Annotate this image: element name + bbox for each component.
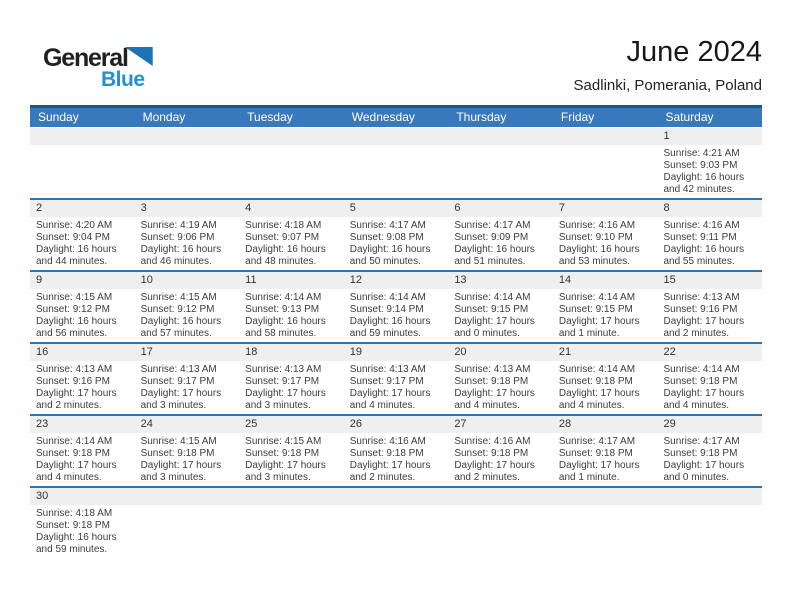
day-detail-line: Daylight: 17 hours [558, 388, 640, 399]
day-detail-line: and 59 minutes. [349, 328, 421, 339]
day-details-cell [30, 289, 135, 342]
day-number: 29 [663, 418, 676, 430]
day-details-cell [135, 289, 240, 342]
day-number-cell [553, 344, 658, 361]
day-detail-line: and 2 minutes. [349, 472, 416, 483]
day-number-cell [30, 200, 135, 217]
day-number: 27 [454, 418, 467, 430]
day-details-cell [448, 217, 553, 270]
day-detail-line: and 44 minutes. [36, 256, 108, 267]
day-detail-line: Sunrise: 4:16 AM [454, 436, 531, 447]
day-detail-line: and 2 minutes. [663, 328, 730, 339]
day-detail-line: Sunset: 9:13 PM [245, 304, 320, 315]
day-detail-line: Sunset: 9:18 PM [349, 448, 424, 459]
day-number: 20 [454, 346, 467, 358]
day-detail-line: Sunrise: 4:15 AM [36, 292, 113, 303]
day-details-cell [657, 289, 762, 342]
day-details-cell [135, 433, 240, 486]
day-detail-line: and 59 minutes. [36, 544, 108, 555]
day-detail-line: Sunrise: 4:17 AM [663, 436, 740, 447]
day-number: 26 [349, 418, 362, 430]
day-detail-line: Sunrise: 4:19 AM [140, 220, 217, 231]
day-number-cell [239, 272, 344, 289]
day-number-cell [135, 416, 240, 433]
day-detail-line: and 2 minutes. [454, 472, 520, 483]
day-number-cell [448, 200, 553, 217]
day-number-cell [135, 200, 240, 217]
day-number: 11 [245, 274, 257, 286]
day-detail-line: and 46 minutes. [140, 256, 212, 267]
day-details-cell [657, 217, 762, 270]
day-detail-line: Sunset: 9:06 PM [140, 232, 215, 243]
day-detail-line: Sunrise: 4:16 AM [558, 220, 636, 231]
day-number-cell [657, 488, 762, 505]
day-details-cell [239, 361, 344, 414]
day-detail-line: Daylight: 17 hours [454, 460, 535, 471]
day-detail-line: Sunrise: 4:14 AM [558, 364, 636, 375]
day-number-band [30, 416, 762, 433]
day-number-cell [344, 344, 449, 361]
day-details-band [30, 145, 762, 198]
day-detail-line: Daylight: 16 hours [36, 244, 117, 255]
day-detail-line: Daylight: 17 hours [558, 316, 640, 327]
day-detail-line: Sunrise: 4:17 AM [349, 220, 426, 231]
week-row [30, 486, 762, 558]
day-details-cell [239, 217, 344, 270]
day-number-cell [657, 200, 762, 217]
day-number: 3 [140, 202, 147, 214]
logo-triangle-icon [125, 47, 153, 66]
day-number: 23 [36, 418, 49, 430]
page-title: June 2024 [626, 36, 762, 68]
day-number: 8 [663, 202, 670, 214]
weekday-cell-wednesday: Wednesday [351, 110, 415, 124]
day-details-cell [448, 433, 553, 486]
day-number: 18 [245, 346, 258, 358]
day-detail-line: Sunset: 9:15 PM [558, 304, 633, 315]
day-detail-line: Daylight: 17 hours [663, 316, 745, 327]
day-number: 17 [140, 346, 153, 358]
day-detail-line: Sunrise: 4:17 AM [558, 436, 636, 447]
day-details-cell [239, 289, 344, 342]
day-number-cell [448, 488, 553, 505]
day-number: 21 [558, 346, 572, 358]
day-detail-line: Sunrise: 4:13 AM [36, 364, 113, 375]
day-number: 28 [558, 418, 572, 430]
day-detail-line: and 0 minutes. [454, 328, 520, 339]
day-detail-line: Daylight: 17 hours [140, 460, 222, 471]
weekday-cell-monday: Monday [142, 110, 186, 124]
day-detail-line: Sunset: 9:18 PM [245, 448, 320, 459]
day-number: 22 [663, 346, 676, 358]
day-number-cell [344, 488, 449, 505]
day-detail-line: Sunrise: 4:16 AM [663, 220, 740, 231]
day-detail-line: Sunrise: 4:14 AM [663, 364, 740, 375]
day-number: 9 [36, 274, 43, 286]
week-row [30, 342, 762, 414]
day-detail-line: Sunset: 9:11 PM [663, 232, 737, 243]
day-number: 24 [140, 418, 153, 430]
day-details-band [30, 289, 762, 342]
day-detail-line: and 55 minutes. [663, 256, 735, 267]
day-details-cell [553, 217, 658, 270]
day-number-cell [553, 488, 658, 505]
day-details-cell [239, 433, 344, 486]
day-detail-line: Daylight: 16 hours [349, 316, 431, 327]
day-detail-line: and 42 minutes. [663, 184, 735, 195]
day-details-cell [344, 505, 449, 558]
weekday-cell-tuesday: Tuesday [247, 110, 293, 124]
day-detail-line: Daylight: 17 hours [558, 460, 640, 471]
day-number: 14 [558, 274, 572, 286]
day-details-cell [657, 433, 762, 486]
day-detail-line: Daylight: 16 hours [36, 316, 117, 327]
day-number: 30 [36, 490, 49, 502]
calendar-table [30, 105, 762, 558]
day-detail-line: Sunrise: 4:14 AM [558, 292, 636, 303]
general-blue-logo [43, 45, 158, 93]
day-detail-line: Sunrise: 4:13 AM [663, 292, 740, 303]
day-number-cell [448, 272, 553, 289]
day-number: 7 [558, 202, 566, 214]
day-detail-line: and 3 minutes. [140, 472, 207, 483]
day-detail-line: Sunrise: 4:13 AM [245, 364, 322, 375]
day-number-cell [239, 128, 344, 145]
day-detail-line: and 50 minutes. [349, 256, 421, 267]
day-detail-line: Sunset: 9:17 PM [349, 376, 424, 387]
day-details-cell [657, 145, 762, 198]
day-number: 15 [663, 274, 676, 286]
day-detail-line: Daylight: 16 hours [663, 172, 745, 183]
day-detail-line: and 53 minutes. [558, 256, 631, 267]
day-detail-line: Sunset: 9:07 PM [245, 232, 320, 243]
day-number-cell [344, 272, 449, 289]
day-detail-line: Sunrise: 4:15 AM [140, 436, 217, 447]
day-number-cell [135, 488, 240, 505]
day-detail-line: and 51 minutes. [454, 256, 526, 267]
day-number-cell [553, 416, 658, 433]
day-detail-line: Sunrise: 4:20 AM [36, 220, 113, 231]
day-number-cell [448, 416, 553, 433]
day-detail-line: Sunrise: 4:13 AM [140, 364, 217, 375]
day-detail-line: Sunrise: 4:13 AM [349, 364, 426, 375]
day-detail-line: and 58 minutes. [245, 328, 317, 339]
day-detail-line: Daylight: 17 hours [663, 460, 745, 471]
day-number: 1 [663, 130, 670, 142]
day-details-cell [344, 145, 449, 198]
day-detail-line: and 4 minutes. [349, 400, 416, 411]
day-detail-line: Sunset: 9:18 PM [558, 448, 633, 459]
day-details-cell [553, 361, 658, 414]
week-row [30, 414, 762, 486]
week-row [30, 127, 762, 198]
logo-word-blue: Blue [101, 68, 145, 91]
day-detail-line: Daylight: 17 hours [245, 388, 326, 399]
day-detail-line: and 0 minutes. [663, 472, 730, 483]
day-number-cell [344, 200, 449, 217]
day-details-cell [553, 505, 658, 558]
day-number-cell [344, 416, 449, 433]
day-number-cell [30, 416, 135, 433]
day-details-cell [344, 289, 449, 342]
day-detail-line: Sunrise: 4:15 AM [140, 292, 217, 303]
day-detail-line: Sunset: 9:09 PM [454, 232, 529, 243]
day-details-cell [30, 505, 135, 558]
calendar-weeks [30, 127, 762, 558]
day-details-cell [344, 433, 449, 486]
day-details-band [30, 217, 762, 270]
day-detail-line: Sunset: 9:18 PM [36, 520, 110, 531]
day-details-cell [448, 361, 553, 414]
day-detail-line: Sunrise: 4:14 AM [454, 292, 531, 303]
day-number-cell [30, 272, 135, 289]
week-row [30, 270, 762, 342]
day-details-cell [553, 145, 658, 198]
day-detail-line: Sunset: 9:18 PM [36, 448, 110, 459]
day-detail-line: Daylight: 16 hours [349, 244, 431, 255]
day-details-cell [30, 217, 135, 270]
day-number-cell [448, 344, 553, 361]
day-detail-line: Daylight: 16 hours [663, 244, 745, 255]
day-number-cell [657, 128, 762, 145]
day-number-cell [239, 200, 344, 217]
day-detail-line: and 3 minutes. [245, 400, 311, 411]
day-detail-line: Sunrise: 4:14 AM [245, 292, 322, 303]
day-detail-line: Sunrise: 4:18 AM [36, 508, 113, 519]
day-detail-line: Sunrise: 4:14 AM [36, 436, 113, 447]
day-detail-line: Daylight: 17 hours [349, 388, 431, 399]
logo-word-general: General [43, 44, 128, 72]
day-details-band [30, 361, 762, 414]
day-detail-line: Sunrise: 4:16 AM [349, 436, 426, 447]
day-detail-line: Daylight: 17 hours [36, 460, 117, 471]
day-number-cell [448, 128, 553, 145]
day-number-cell [30, 344, 135, 361]
weekday-cell-saturday: Saturday [665, 110, 714, 124]
day-number: 25 [245, 418, 258, 430]
day-detail-line: Sunset: 9:18 PM [454, 448, 529, 459]
day-details-cell [30, 433, 135, 486]
day-number-band [30, 128, 762, 145]
day-detail-line: Daylight: 17 hours [663, 388, 745, 399]
day-detail-line: and 56 minutes. [36, 328, 108, 339]
day-detail-line: Sunset: 9:17 PM [140, 376, 215, 387]
day-detail-line: and 4 minutes. [454, 400, 520, 411]
day-number-cell [657, 344, 762, 361]
day-number-band [30, 200, 762, 217]
day-details-cell [135, 145, 240, 198]
day-details-cell [344, 217, 449, 270]
day-detail-line: Sunset: 9:16 PM [36, 376, 110, 387]
day-detail-line: and 48 minutes. [245, 256, 317, 267]
day-detail-line: Sunrise: 4:21 AM [663, 148, 740, 159]
day-detail-line: Sunset: 9:12 PM [36, 304, 110, 315]
day-details-band [30, 505, 762, 558]
day-details-cell [448, 505, 553, 558]
day-number-cell [30, 128, 135, 145]
day-detail-line: Daylight: 16 hours [558, 244, 640, 255]
day-number-cell [135, 128, 240, 145]
day-detail-line: Daylight: 16 hours [140, 316, 222, 327]
day-details-cell [30, 145, 135, 198]
day-detail-line: Sunset: 9:18 PM [663, 448, 738, 459]
day-detail-line: Daylight: 17 hours [454, 316, 535, 327]
day-number: 5 [349, 202, 356, 214]
day-detail-line: Daylight: 17 hours [140, 388, 222, 399]
day-detail-line: and 57 minutes. [140, 328, 212, 339]
weekday-header-row [30, 105, 762, 127]
day-detail-line: Sunset: 9:08 PM [349, 232, 424, 243]
day-detail-line: and 3 minutes. [245, 472, 311, 483]
day-detail-line: Sunrise: 4:18 AM [245, 220, 322, 231]
day-detail-line: Daylight: 16 hours [245, 244, 326, 255]
day-detail-line: and 1 minute. [558, 328, 620, 339]
day-detail-line: Sunset: 9:14 PM [349, 304, 424, 315]
day-number: 4 [245, 202, 252, 214]
day-detail-line: Sunset: 9:12 PM [140, 304, 215, 315]
day-details-cell [657, 361, 762, 414]
day-number-cell [135, 344, 240, 361]
day-number-cell [239, 416, 344, 433]
day-detail-line: Sunset: 9:18 PM [140, 448, 215, 459]
day-details-cell [135, 505, 240, 558]
day-detail-line: Sunset: 9:17 PM [245, 376, 320, 387]
day-details-cell [239, 145, 344, 198]
day-detail-line: Daylight: 16 hours [245, 316, 326, 327]
day-details-band [30, 433, 762, 486]
day-details-cell [30, 361, 135, 414]
day-detail-line: Sunset: 9:04 PM [36, 232, 110, 243]
day-number-cell [657, 272, 762, 289]
day-details-cell [657, 505, 762, 558]
day-detail-line: and 2 minutes. [36, 400, 102, 411]
day-detail-line: Daylight: 17 hours [349, 460, 431, 471]
day-detail-line: Sunset: 9:10 PM [558, 232, 633, 243]
day-detail-line: Daylight: 16 hours [140, 244, 222, 255]
day-detail-line: Sunrise: 4:17 AM [454, 220, 531, 231]
day-detail-line: and 4 minutes. [36, 472, 102, 483]
day-number-band [30, 272, 762, 289]
day-details-cell [344, 361, 449, 414]
week-row [30, 198, 762, 270]
day-details-cell [553, 433, 658, 486]
day-number-cell [30, 488, 135, 505]
day-number: 12 [349, 274, 362, 286]
day-number: 16 [36, 346, 49, 358]
day-number-cell [135, 272, 240, 289]
day-detail-line: Sunset: 9:15 PM [454, 304, 529, 315]
day-detail-line: Sunset: 9:03 PM [663, 160, 738, 171]
page-location: Sadlinki, Pomerania, Poland [573, 77, 762, 94]
day-number-cell [553, 128, 658, 145]
weekday-cell-sunday: Sunday [38, 110, 79, 124]
day-number-cell [344, 128, 449, 145]
day-detail-line: Daylight: 17 hours [454, 388, 535, 399]
day-number-cell [239, 344, 344, 361]
day-number: 19 [349, 346, 362, 358]
day-number: 10 [140, 274, 153, 286]
day-number-cell [553, 272, 658, 289]
day-number-band [30, 488, 762, 505]
day-number-cell [657, 416, 762, 433]
day-detail-line: Sunset: 9:18 PM [663, 376, 738, 387]
day-detail-line: Sunrise: 4:13 AM [454, 364, 531, 375]
day-number: 13 [454, 274, 467, 286]
day-details-cell [239, 505, 344, 558]
day-detail-line: Sunset: 9:18 PM [454, 376, 529, 387]
day-number-cell [553, 200, 658, 217]
day-detail-line: Sunrise: 4:15 AM [245, 436, 322, 447]
day-detail-line: Daylight: 17 hours [36, 388, 117, 399]
weekday-cell-thursday: Thursday [456, 110, 507, 124]
day-detail-line: and 4 minutes. [663, 400, 730, 411]
day-details-cell [135, 217, 240, 270]
day-details-cell [448, 289, 553, 342]
day-number-band [30, 344, 762, 361]
day-detail-line: and 4 minutes. [558, 400, 625, 411]
day-detail-line: Sunrise: 4:14 AM [349, 292, 426, 303]
day-detail-line: Daylight: 16 hours [454, 244, 535, 255]
day-number: 2 [36, 202, 43, 214]
day-details-cell [135, 361, 240, 414]
day-detail-line: Daylight: 17 hours [245, 460, 326, 471]
day-detail-line: and 1 minute. [558, 472, 620, 483]
day-number: 6 [454, 202, 461, 214]
day-number-cell [239, 488, 344, 505]
day-detail-line: Sunset: 9:16 PM [663, 304, 738, 315]
day-detail-line: Sunset: 9:18 PM [558, 376, 633, 387]
day-details-cell [448, 145, 553, 198]
day-detail-line: Daylight: 16 hours [36, 532, 117, 543]
day-detail-line: and 3 minutes. [140, 400, 207, 411]
weekday-cell-friday: Friday [560, 110, 595, 124]
day-details-cell [553, 289, 658, 342]
